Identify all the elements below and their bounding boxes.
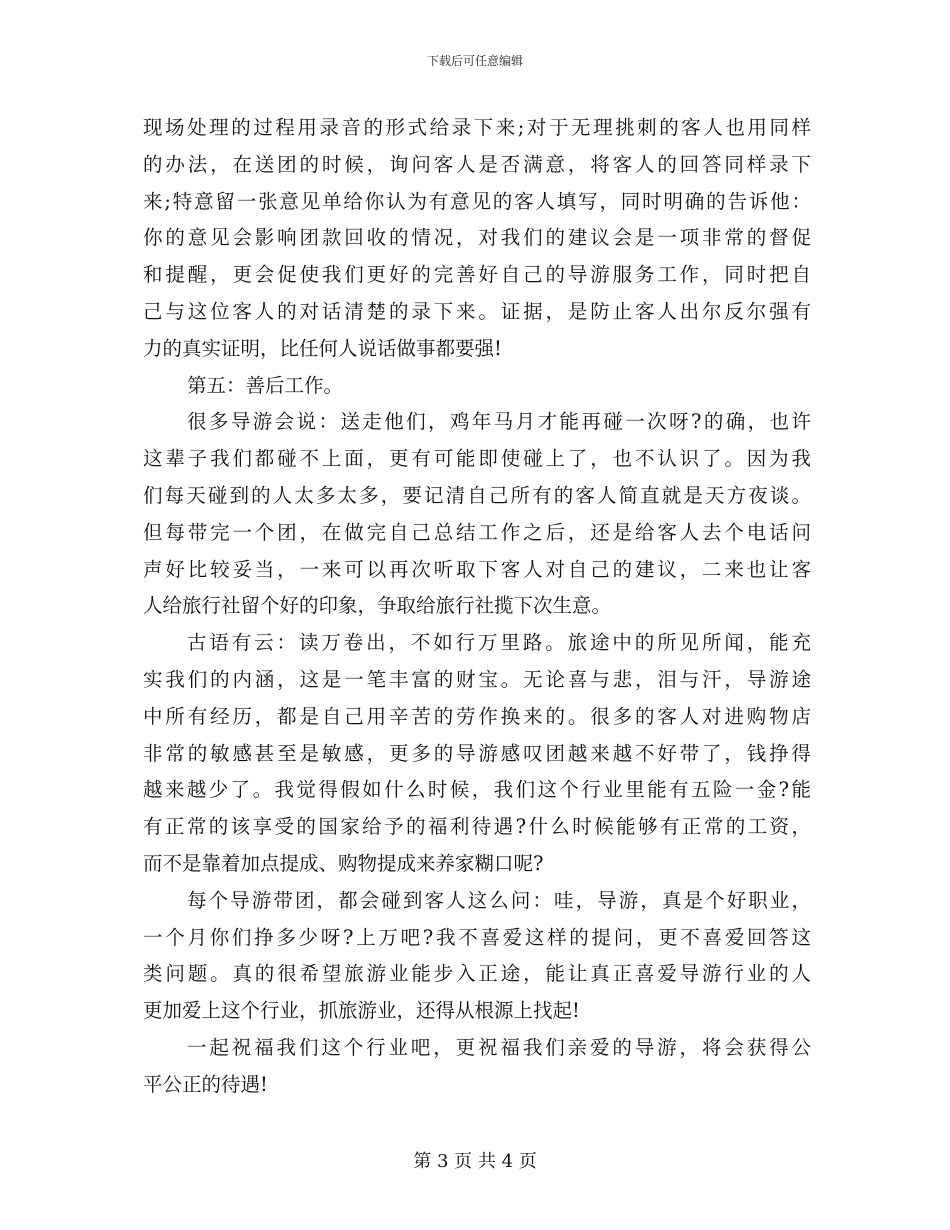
text-line: 很多导游会说：送走他们，鸡年马月才能再碰一次呀?的确，也许	[187, 410, 811, 434]
text-line: 声好比较妥当，一来可以再次听取下客人对自己的建议，二来也让客	[143, 557, 811, 581]
page-footer	[0, 1150, 950, 1174]
text-line: 每个导游带团，都会碰到客人这么问：哇，导游，真是个好职业，	[187, 888, 811, 912]
text-line: 一个月你们挣多少呀?上万吧?我不喜爱这样的提问，更不喜爱回答这	[143, 925, 811, 949]
text-line: 这辈子我们都碰不上面，更有可能即使碰上了，也不认识了。因为我	[143, 447, 811, 471]
text-line: 而不是靠着加点提成、购物提成来养家糊口呢?	[143, 851, 544, 875]
text-line: 实我们的内涵，这是一笔丰富的财宝。无论喜与悲，泪与汗，导游途	[143, 667, 811, 691]
text-line: 力的真实证明，比任何人说话做事都要强!	[143, 336, 502, 360]
text-line: 更加爱上这个行业，抓旅游业，还得从根源上找起!	[143, 999, 580, 1023]
text-line: 但每带完一个团，在做完自己总结工作之后，还是给客人去个电话问	[143, 520, 811, 544]
text-line: 类问题。真的很希望旅游业能步入正途，能让真正喜爱导游行业的人	[143, 962, 811, 986]
page-number-label: 第 3 页 共 4 页	[413, 1151, 537, 1172]
text-line: 越来越少了。我觉得假如什么时候，我们这个行业里能有五险一金?能	[143, 778, 811, 802]
page-header-note: 下载后可任意编辑	[426, 54, 523, 68]
text-line: 非常的敏感甚至是敏感，更多的导游感叹团越来越不好带了，钱挣得	[143, 741, 811, 765]
text-line: 你的意见会影响团款回收的情况，对我们的建议会是一项非常的督促	[143, 226, 811, 250]
text-line: 现场处理的过程用录音的形式给录下来;对于无理挑刺的客人也用同样	[143, 116, 811, 139]
text-line: 来;特意留一张意见单给你认为有意见的客人填写，同时明确的告诉他：	[143, 189, 811, 213]
text-line: 的办法，在送团的时候，询问客人是否满意，将客人的回答同样录下	[143, 152, 811, 176]
text-line: 中所有经历，都是自己用辛苦的劳作换来的。很多的客人对进购物店	[143, 704, 811, 728]
text-line: 一起祝福我们这个行业吧，更祝福我们亲爱的导游，将会获得公	[187, 1035, 811, 1059]
text-line: 们每天碰到的人太多太多，要记清自己所有的客人简直就是天方夜谈。	[143, 483, 811, 507]
document-body	[143, 110, 811, 1104]
text-line: 古语有云：读万卷出，不如行万里路。旅途中的所见所闻，能充	[187, 631, 811, 655]
text-line: 有正常的该享受的国家给予的福利待遇?什么时候能够有正常的工资，	[143, 815, 811, 839]
text-line: 平公正的待遇!	[143, 1072, 268, 1096]
text-line: 人给旅行社留个好的印象，争取给旅行社揽下次生意。	[143, 594, 612, 618]
text-line: 和提醒，更会促使我们更好的完善好自己的导游服务工作，同时把自	[143, 263, 811, 287]
text-line: 第五：善后工作。	[187, 373, 344, 397]
text-line: 己与这位客人的对话清楚的录下来。证据，是防止客人出尔反尔强有	[143, 299, 811, 323]
